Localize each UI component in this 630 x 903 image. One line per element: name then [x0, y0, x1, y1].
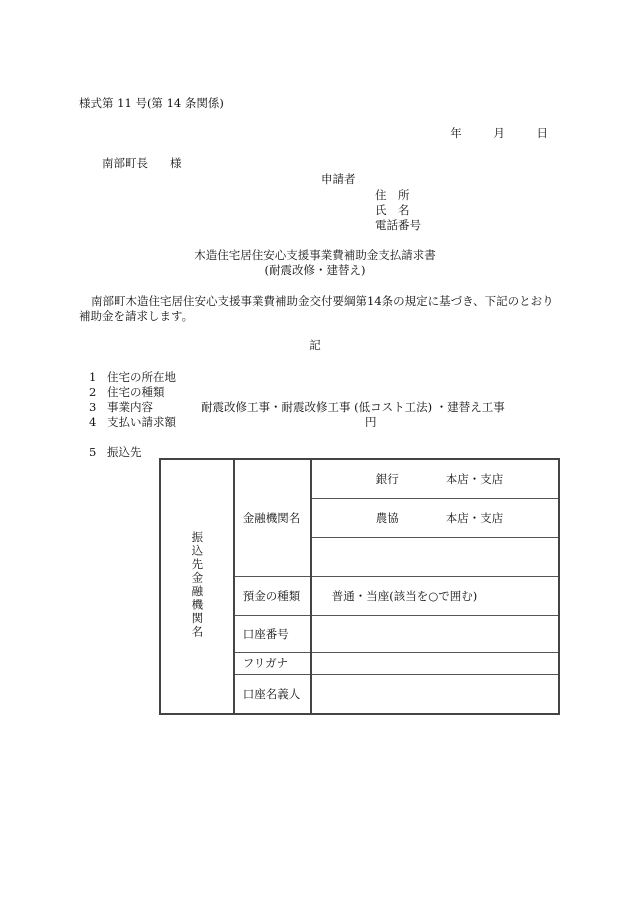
applicant-phone-label: 電話番号 [375, 218, 421, 232]
amount-unit: 円 [365, 415, 377, 429]
date-month: 月 [493, 126, 505, 140]
coop-row[interactable] [311, 499, 559, 538]
list-item: 4 支払い請求額 円 [89, 415, 377, 429]
bank-transfer-table [159, 458, 560, 715]
date-line [422, 126, 548, 141]
applicant-fields [375, 188, 421, 233]
title-line-1: 木造住宅居住安心支援事業費補助金支払請求書 [194, 248, 436, 262]
title-line-2: (耐震改修・建替え) [264, 263, 366, 277]
addressee [102, 156, 182, 171]
coop-type: 農協 [375, 511, 399, 525]
furigana-label: フリガナ [234, 653, 311, 675]
coop-branch: 本店・支店 [445, 511, 504, 525]
applicant-address-label: 住 所 [375, 188, 410, 202]
addressee-name: 南部町長 [102, 156, 148, 170]
applicant-header: 申請者 [321, 172, 356, 186]
items-list [89, 370, 505, 430]
bank-branch: 本店・支店 [445, 472, 504, 486]
ki-heading: 記 [309, 338, 321, 352]
deposit-type-value[interactable]: 普通・当座(該当を○で囲む) [311, 577, 559, 616]
date-day: 日 [536, 126, 548, 140]
list-item: 1 住宅の所在地 [89, 370, 176, 384]
list-item: 2 住宅の種類 [89, 385, 165, 399]
applicant-name-label: 氏 名 [375, 203, 410, 217]
account-number-field[interactable] [311, 616, 559, 653]
institution-other-field[interactable] [311, 538, 559, 577]
furigana-field[interactable] [311, 653, 559, 675]
list-item: 3 事業内容 耐震改修工事・耐震改修工事 (低コスト工法) ・建替え工事 [89, 400, 505, 414]
date-year: 年 [450, 126, 462, 140]
institution-label: 金融機関名 [234, 459, 311, 577]
form-number: 様式第 11 号(第 14 条関係) [79, 96, 224, 110]
project-content-value: 耐震改修工事・耐震改修工事 (低コスト工法) ・建替え工事 [201, 400, 505, 414]
bank-section-label: 5 振込先 [89, 445, 142, 459]
account-holder-label: 口座名義人 [234, 675, 311, 715]
bank-side-label: 振込先金融機関名 [160, 459, 234, 714]
account-holder-field[interactable] [311, 675, 559, 715]
addressee-honorific: 様 [170, 156, 182, 170]
account-number-label: 口座番号 [234, 616, 311, 653]
deposit-type-label: 預金の種類 [234, 577, 311, 616]
bank-row[interactable] [311, 459, 559, 499]
bank-type: 銀行 [375, 472, 399, 486]
document-title [0, 248, 630, 278]
body-text: 南部町木造住宅居住安心支援事業費補助金交付要綱第14条の規定に基づき、下記のとおり補助金を請求します。 [79, 294, 554, 323]
